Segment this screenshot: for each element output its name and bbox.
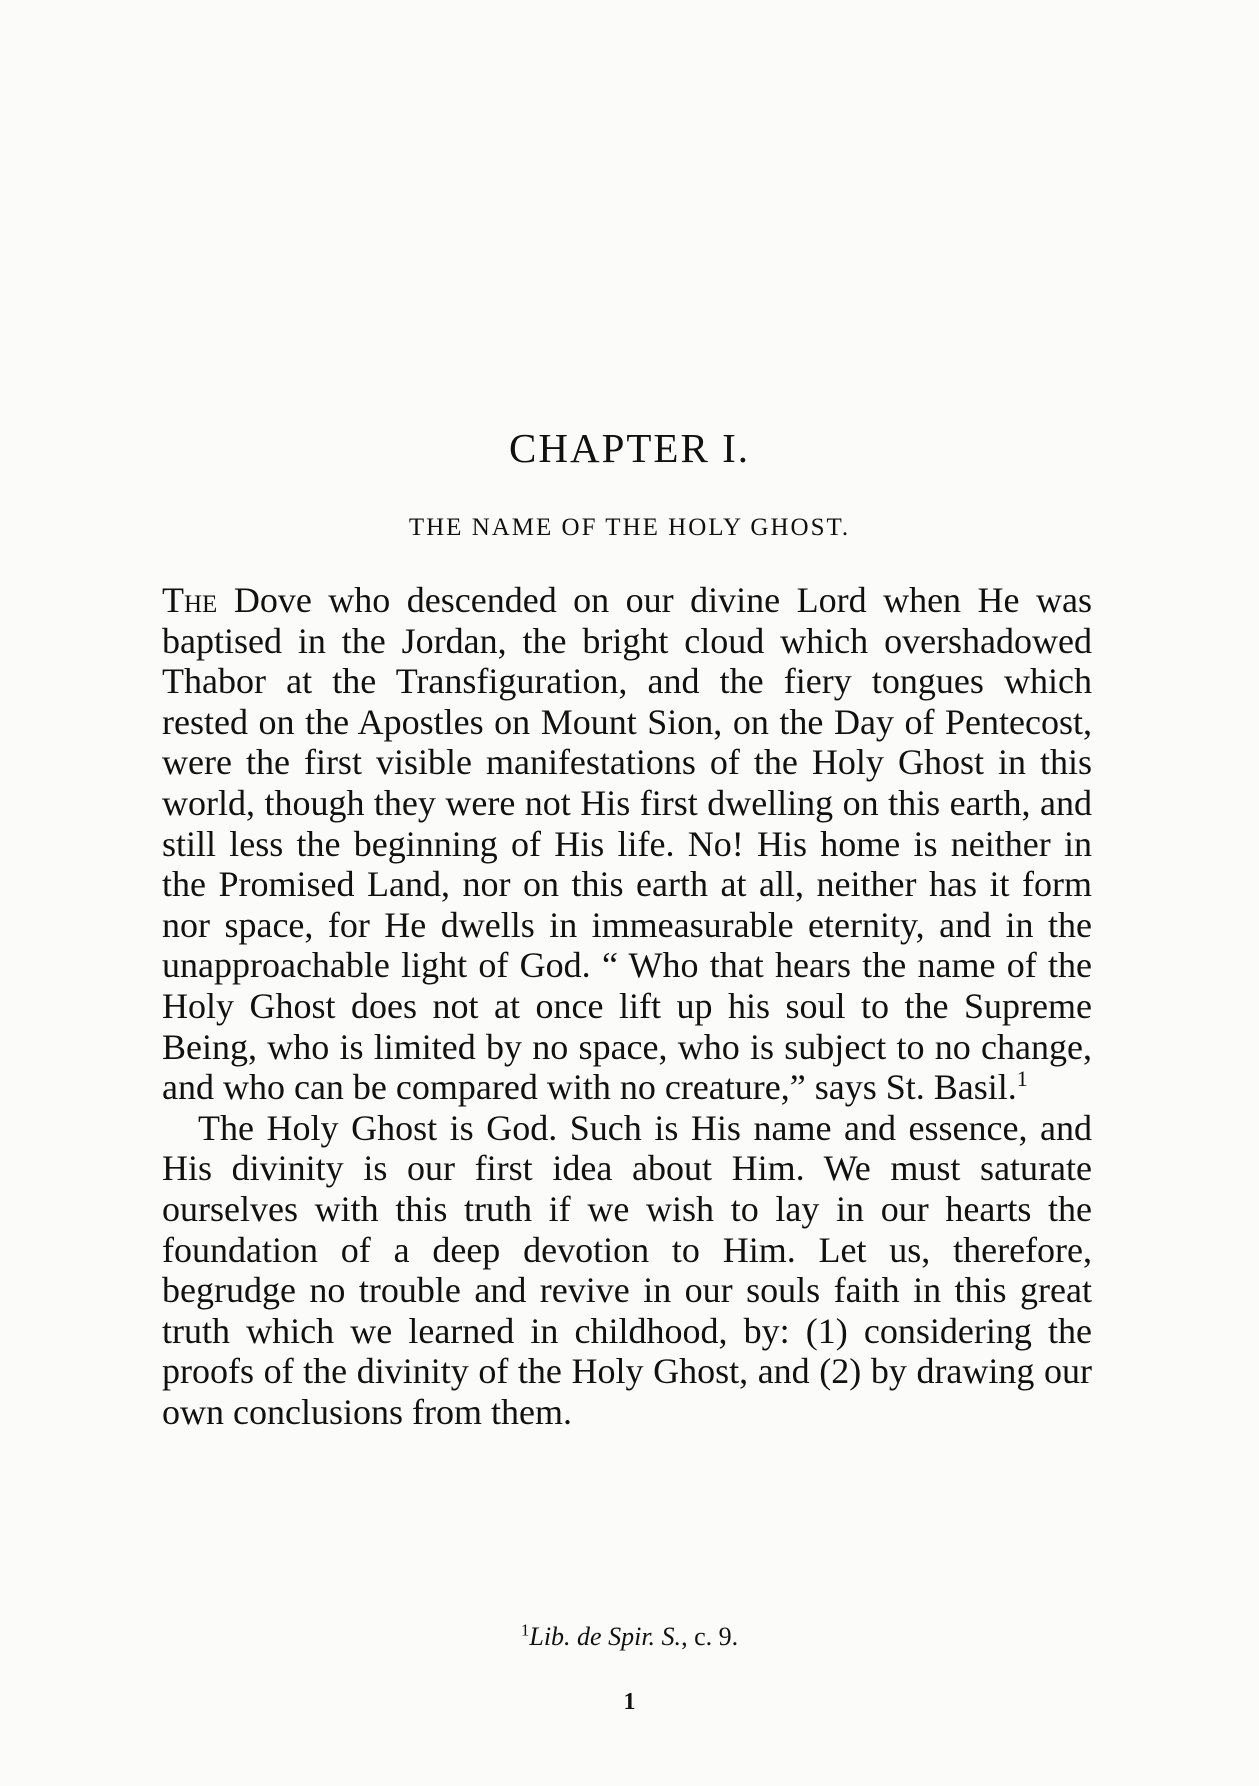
footnote-reference: 1 — [1016, 1066, 1028, 1092]
paragraph-1-text: Dove who descended on our divine Lord when He was baptised in the Jordan, the bright cloud which overshadowed Thabor at the Transfiguration, and the fiery tongues which rested on the Apostles on Mount Sion, on the Day of Pentecost, were the first visible manifestations of the Holy Ghost in this world, though they were not His first dwelling on this earth, and still less the beginning of His life. No! His home is neither in the Promised Land, nor on this earth at all, neither has it form nor space, for He dwells in immeasurable eternity, and in the unapproachable light of God. “ Who that hears the name of the Holy Ghost does not at once lift up his soul to the Supreme Being, who is limited by no space, who is subject to no change, and who can be compared with no creature,” says St. Basil. — [162, 580, 1092, 1108]
footnote-source: Lib. de Spir. S. — [529, 1622, 682, 1651]
footnote-marker: 1 — [520, 1620, 530, 1640]
footnote — [0, 1620, 1259, 1651]
footnote-location: , c. 9. — [681, 1622, 739, 1651]
page-number: 1 — [623, 1689, 636, 1715]
chapter-subtitle: THE NAME OF THE HOLY GHOST. — [408, 514, 851, 541]
chapter-title: CHAPTER I. — [509, 425, 750, 471]
chapter-body — [162, 580, 1092, 1432]
paragraph-1 — [162, 580, 1092, 1108]
paragraph-1-lead-word: The — [162, 580, 218, 620]
paragraph-2: The Holy Ghost is God. Such is His name and essence, and His divinity is our first idea about Him. We must saturate ourselves with this truth if we wish to lay in our hearts the foundation of a deep devotion to Him. Let us, therefore, begrudge no trouble and revive in our souls faith in this great truth which we learned in childhood, by: (1) considering the proofs of the divinity of the Holy Ghost, and (2) by drawing our own conclusions from them. — [162, 1107, 1092, 1432]
